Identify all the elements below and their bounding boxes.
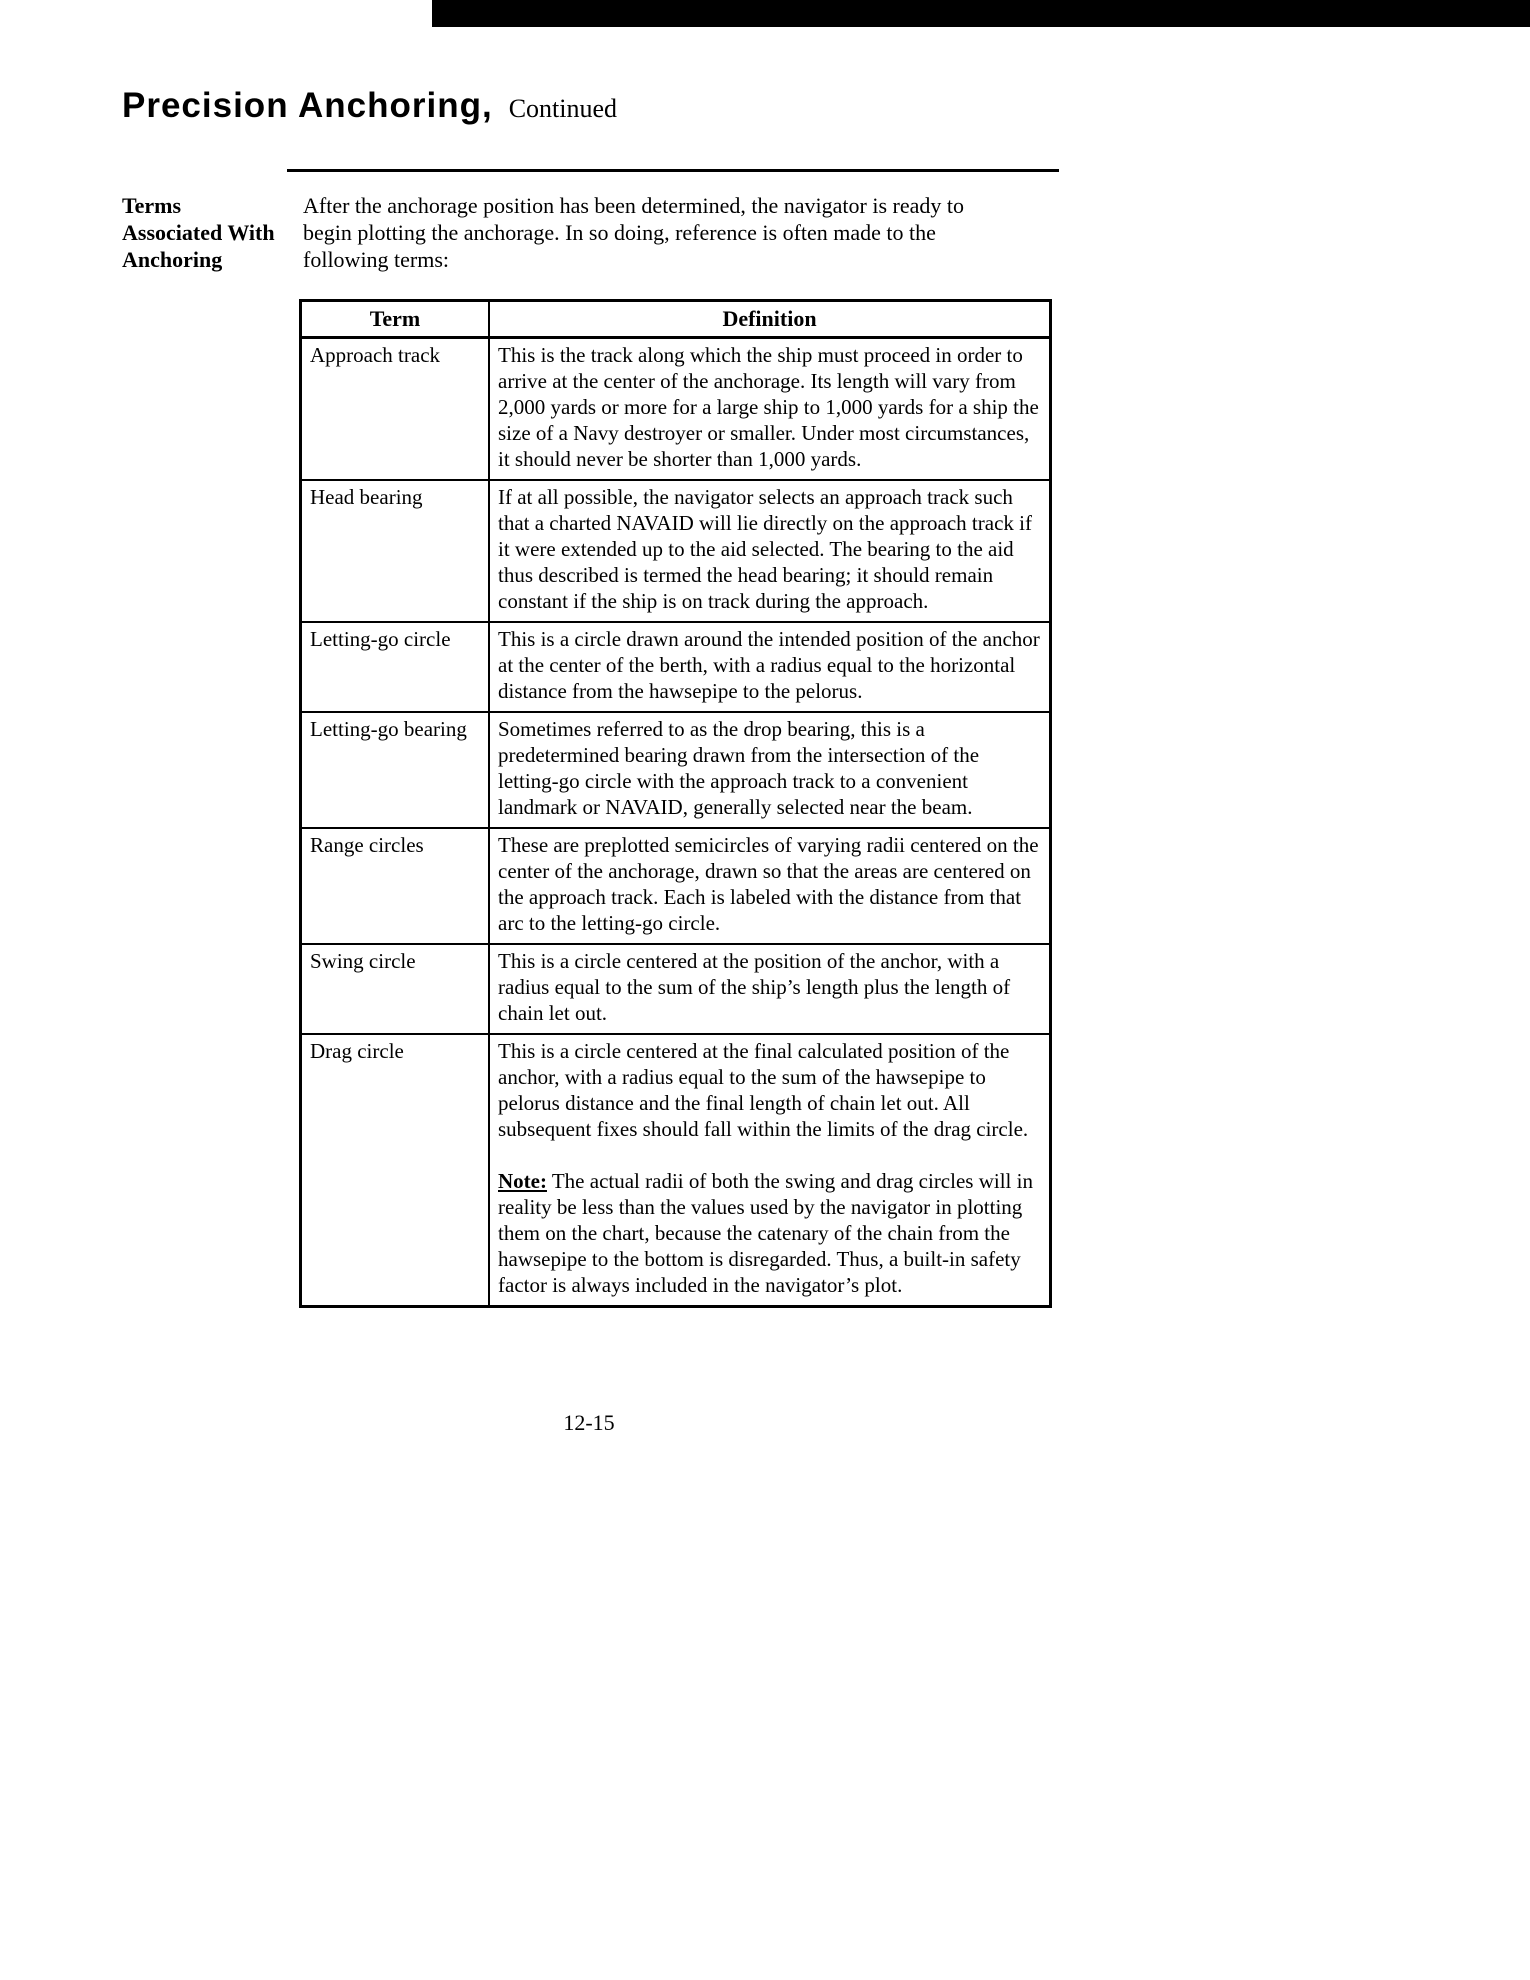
term-cell: Letting-go bearing: [301, 712, 490, 828]
page-title-continued: Continued: [508, 94, 618, 123]
definition-cell: [489, 712, 1051, 828]
main-content: [299, 192, 1052, 1308]
term-cell: Approach track: [301, 338, 490, 481]
section-label-line-3: Anchoring: [122, 247, 223, 272]
definition-text: Sometimes referred to as the drop bearing, this is a predetermined bearing drawn from the intersection of the letting-go circle with the approach track to a convenient landmark or NAVAID, generally selected near the beam.: [498, 717, 980, 819]
table-row: [301, 622, 1051, 712]
table-row: [301, 712, 1051, 828]
term-cell: Head bearing: [301, 480, 490, 622]
section-label-line-2: Associated With: [122, 220, 275, 245]
definition-text: These are preplotted semicircles of varying radii centered on the center of the anchorage, drawn so that the areas are centered on the approach track. Each is labeled with the distance from that arc to the letting-go circle.: [498, 833, 1039, 935]
section-label-line-1: Terms: [122, 193, 182, 218]
definition-text: If at all possible, the navigator selects an approach track such that a charted NAVAID will lie directly on the approach track if it were extended up to the aid selected. The bearing to the aid thus described is termed the head bearing; it should remain constant if the ship is on track during the approach.: [498, 485, 1032, 613]
term-cell: Range circles: [301, 828, 490, 944]
definition-cell: [489, 480, 1051, 622]
definition-cell: [489, 338, 1051, 481]
table-row: [301, 1034, 1051, 1307]
definition-cell: [489, 828, 1051, 944]
definition-text: This is a circle centered at the position of the anchor, with a radius equal to the sum of the ship’s length plus the length of chain let out.: [498, 949, 1011, 1025]
table-row: [301, 944, 1051, 1034]
definition-cell: [489, 944, 1051, 1034]
page-title-main: Precision Anchoring,: [122, 86, 493, 125]
note-label: Note:: [498, 1169, 547, 1193]
term-cell: Drag circle: [301, 1034, 490, 1307]
terms-definition-table: [299, 299, 1052, 1308]
page-number: 12-15: [563, 1410, 615, 1435]
term-cell: Swing circle: [301, 944, 490, 1034]
definition-cell: [489, 1034, 1051, 1307]
definition-cell: [489, 622, 1051, 712]
table-row: [301, 828, 1051, 944]
table-row: [301, 338, 1051, 481]
scan-artifact-bar: [432, 0, 1530, 27]
definition-text: This is a circle drawn around the intended position of the anchor at the center of the berth, with a radius equal to the horizontal distance from the hawsepipe to the pelorus.: [498, 627, 1040, 703]
definition-column-header: Definition: [489, 301, 1051, 338]
table-row: [301, 480, 1051, 622]
term-cell: Letting-go circle: [301, 622, 490, 712]
intro-paragraph: After the anchorage position has been determined, the navigator is ready to begin plotting the anchorage. In so doing, reference is often made to the following terms:: [303, 193, 964, 272]
term-column-header: Term: [301, 301, 490, 338]
definition-text: This is a circle centered at the final calculated position of the anchor, with a radius equal to the sum of the hawsepipe to pelorus distance and the final length of chain let out. All subsequent fixes should fall within the limits of the drag circle.: [498, 1039, 1029, 1141]
definition-text: This is the track along which the ship must proceed in order to arrive at the center of the anchorage. Its length will vary from 2,000 yards or more for a large ship to 1,000 yards for a ship the size of a Navy destroyer or smaller. Under most circumstances, it should never be shorter than 1,000 yards.: [498, 343, 1039, 471]
page-title: [122, 86, 617, 126]
title-divider: [287, 169, 1059, 172]
section-label: [122, 192, 312, 273]
table-body: [301, 338, 1051, 1307]
note-paragraph: Note: The actual radii of both the swing and drag circles will in reality be less than the values used by the navigator in plotting them on the chart, because the catenary of the chain from the hawsepipe to the bottom is disregarded. Thus, a built-in safety factor is always included in the navigator’s plot.: [498, 1169, 1033, 1297]
table-header-row: [301, 301, 1051, 338]
